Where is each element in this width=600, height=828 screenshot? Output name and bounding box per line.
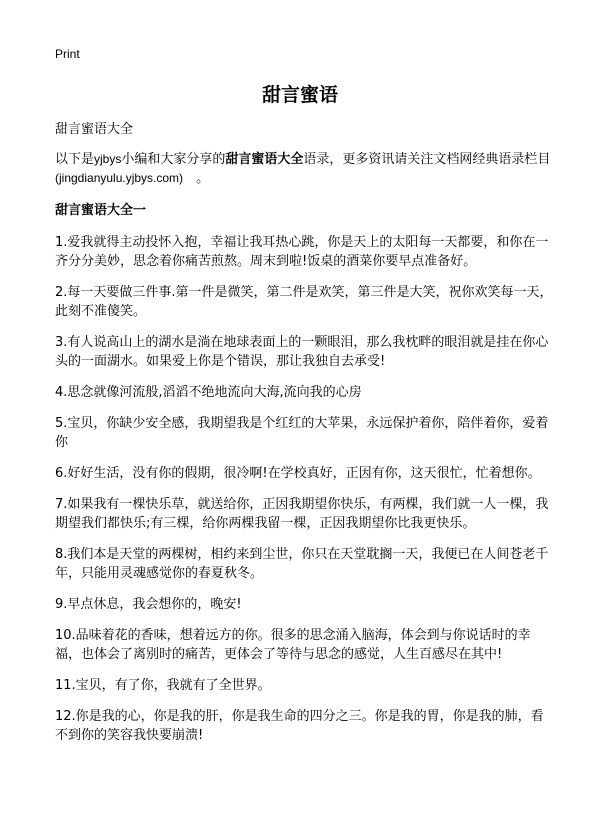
quote-item: 1.爱我就得主动投怀入抱，幸福让我耳热心跳，你是天上的太阳每一天都要，和你在一齐分分美妙，思念着你痛苦煎熬。周末到啦!饭桌的酒菜你要早点准备好。 (55, 235, 549, 269)
article-body (55, 120, 553, 745)
intro-text-mid: 小编和大家分享的 (121, 152, 226, 167)
quote-item: 8.我们本是天堂的两棵树，相约来到尘世，你只在天堂耽搁一天，我便已在人间苍老千年，只能用灵魂感觉你的春夏秋冬。 (55, 547, 549, 581)
intro-text-mid2: 语录，更多资讯请关注文档网经典语录栏目 (303, 152, 551, 167)
quote-item: 9.早点休息，我会想你的，晚安! (55, 597, 242, 612)
quote-item: 11.宝贝，有了你，我就有了全世界。 (55, 678, 271, 693)
intro-bold-term: 甜言蜜语大全 (225, 152, 304, 167)
quote-item: 7.如果我有一棵快乐草，就送给你，正因我期望你快乐，有两棵，我们就一人一棵，我期望我们都快乐;有三棵，给你两棵我留一棵，正因我期望你比我更快乐。 (55, 497, 549, 531)
quote-list (55, 233, 553, 745)
intro-text-start: 以下是 (55, 152, 95, 167)
quote-item: 6.好好生活，没有你的假期，很冷啊!在学校真好，正因有你，这天很忙，忙着想你。 (55, 466, 541, 481)
quote-item: 12.你是我的心，你是我的肝，你是我生命的四分之三。你是我的胃，你是我的肺，看不到你的笑容我快要崩溃! (55, 709, 544, 743)
quote-item: 3.有人说高山上的湖水是淌在地球表面上的一颗眼泪，那么我枕畔的眼泪就是挂在你心头的一面湖水。如果爱上你是个错误，那让我独自去承受! (55, 335, 549, 369)
intro-site-url: (jingdianyulu.yjbys.com) (55, 171, 184, 185)
quote-item: 10.品味着花的香味，想着远方的你。很多的思念涌入脑海，体会到与你说话时的幸福，也体会了离别时的痛苦，更体会了等待与思念的感觉，人生百感尽在其中! (55, 628, 531, 662)
article-subtitle: 甜言蜜语大全 (55, 122, 134, 137)
intro-paragraph (55, 150, 553, 188)
intro-source-site: yjbys (94, 152, 122, 166)
quote-item: 5.宝贝，你缺少安全感，我期望我是个红红的大苹果，永远保护着你，陪伴着你，爱着你 (55, 416, 549, 450)
intro-text-end: 。 (183, 171, 210, 186)
print-link[interactable]: Print (55, 47, 80, 61)
section-heading: 甜言蜜语大全一 (55, 203, 147, 218)
page-title: 甜言蜜语 (261, 84, 338, 106)
quote-item: 2.每一天要做三件事.第一件是微笑，第二件是欢笑，第三件是大笑，祝你欢笑每一天，此刻不准傻笑。 (55, 285, 553, 319)
quote-item: 4.思念就像河流般,滔滔不绝地流向大海,流向我的心房 (55, 385, 362, 400)
